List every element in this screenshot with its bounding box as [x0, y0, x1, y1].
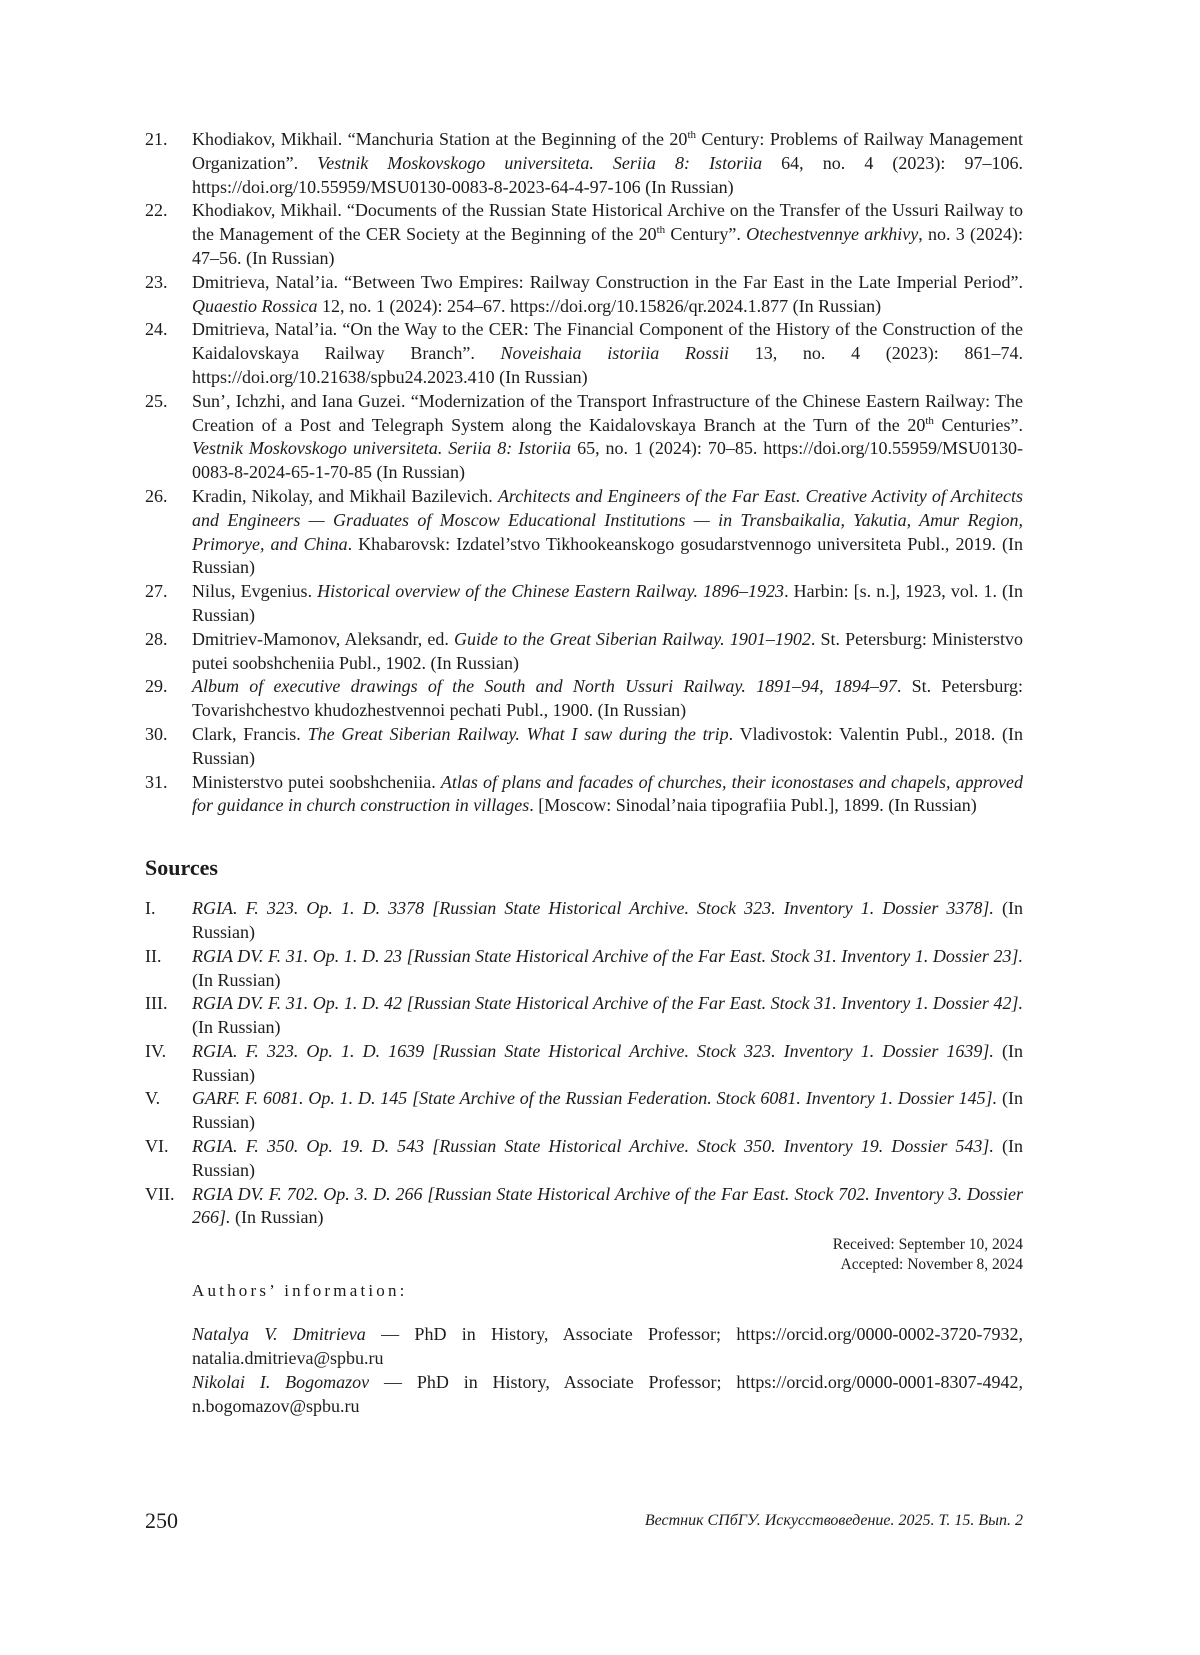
text-run: . Harbin: [s. n.], 1923, vol. 1. (In Russian) [192, 581, 1024, 625]
text-run: (In Russian) [192, 1017, 281, 1038]
source-item-number: IV. [145, 1040, 167, 1061]
authors-heading: Authors’ information: [192, 1281, 408, 1301]
italic-title: RGIA DV. F. 702. Op. 3. D. 266 [Russian State Historical Archive of the Far East. Stock 702. Inventory 3. Dossier 266]. [192, 1183, 1023, 1228]
italic-title: Vestnik Moskovskogo universiteta. Seriia 8: Istoriia [317, 152, 763, 173]
reference-item [145, 771, 1023, 819]
text-run: 13, no. 4 (2023): 861–74. https://doi.org/10.21638/spbu24.2023.410 (In Russian) [192, 343, 1024, 387]
text-run: Century: Problems of Railway Management Organization”. [192, 129, 1023, 173]
text-run: . Vladivostok: Valentin Publ., 2018. (In Russian) [192, 723, 1024, 768]
reference-item-text [192, 199, 1023, 270]
reference-item-text [192, 128, 1023, 199]
text-run: . St. Petersburg: Ministerstvo putei soobshcheniia Publ., 1902. (In Russian) [192, 628, 1023, 673]
page-content [145, 128, 1023, 1418]
text-run: (In Russian) [192, 1136, 1023, 1180]
italic-title: RGIA DV. F. 31. Op. 1. D. 42 [Russian State Historical Archive of the Far East. Stock 31. Inventory 1. Dossier 42]. [192, 993, 1023, 1014]
page-footer [145, 1508, 1023, 1538]
text-run: (In Russian) [192, 1040, 1023, 1085]
author-details: — PhD in History, Associate Professor; https://orcid.org/0000-0001-8307-4942, n.bogomazov@spbu.ru [192, 1371, 1024, 1416]
sources-heading: Sources [145, 855, 218, 881]
italic-title: Otechestvennye arkhivy [746, 224, 919, 245]
source-item-text [192, 1087, 1023, 1135]
italic-title: Guide to the Great Siberian Railway. 1901–1902 [454, 628, 811, 649]
source-item [145, 1183, 1023, 1231]
reference-item-text [192, 675, 1023, 723]
italic-title: Architects and Engineers of the Far East. Creative Activity of Architects and Engineers — Graduates of Moscow Educational Institutions — in Transbaikalia, Yakutia, Amur Region, Primorye, and China [192, 485, 1023, 554]
source-item-number: II. [145, 945, 162, 966]
source-item [145, 1040, 1023, 1088]
superscript: th [656, 224, 666, 237]
reference-item-number: 24. [145, 319, 168, 340]
italic-title: Quaestio Rossica [192, 295, 318, 316]
text-run: Century”. [665, 224, 747, 245]
text-run: Khodiakov, Mikhail. “Manchuria Station at the Beginning of the 20 [192, 129, 688, 149]
italic-title: RGIA DV. F. 31. Op. 1. D. 23 [Russian State Historical Archive of the Far East. Stock 31. Inventory 1. Dossier 23]. [192, 945, 1023, 966]
reference-item-number: 30. [145, 723, 168, 744]
reference-item [145, 580, 1023, 628]
source-item [145, 1135, 1023, 1183]
reference-item [145, 128, 1023, 199]
source-item [145, 992, 1023, 1040]
reference-item [145, 199, 1023, 270]
source-item-text [192, 1135, 1023, 1183]
italic-title: Noveishaia istoriia Rossii [500, 343, 729, 364]
source-item-number: VII. [145, 1183, 175, 1204]
italic-title: Vestnik Moskovskogo universiteta. Seriia 8: Istoriia [192, 438, 572, 459]
italic-title: RGIA. F. 350. Op. 19. D. 543 [Russian State Historical Archive. Stock 350. Inventory 19. Dossier 543]. [192, 1136, 994, 1157]
text-run: (In Russian) [192, 898, 1023, 942]
source-item [145, 945, 1023, 993]
reference-item-number: 29. [145, 676, 168, 697]
italic-title: Atlas of plans and facades of churches, their iconostases and chapels, approved for guidance in church construction in villages [192, 771, 1023, 816]
page-number: 250 [145, 1508, 178, 1533]
text-run: Clark, Francis. [192, 723, 308, 744]
author-entry [192, 1323, 1023, 1371]
text-run: Dmitriev-Mamonov, Aleksandr, ed. [192, 628, 455, 649]
source-item-number: III. [145, 993, 168, 1014]
reference-item [145, 318, 1023, 389]
superscript: th [925, 414, 934, 427]
reference-item [145, 390, 1023, 485]
reference-item-text [192, 271, 1023, 319]
reference-item-number: 22. [145, 200, 168, 221]
reference-list [145, 128, 1023, 818]
italic-title: RGIA. F. 323. Op. 1. D. 3378 [Russian State Historical Archive. Stock 323. Inventory 1. Dossier 3378]. [192, 898, 994, 919]
italic-title: GARF. F. 6081. Op. 1. D. 145 [State Archive of the Russian Federation. Stock 6081. Inventory 1. Dossier 145]. [192, 1088, 998, 1109]
reference-item-text [192, 628, 1023, 676]
author-name: Nikolai I. Bogomazov [192, 1371, 370, 1392]
source-item-text [192, 1040, 1023, 1088]
reference-item-text [192, 485, 1023, 580]
text-run: 12, no. 1 (2024): 254–67. https://doi.org/10.15826/qr.2024.1.877 (In Russian) [317, 295, 882, 316]
author-name: Natalya V. Dmitrieva [192, 1324, 366, 1345]
reference-item-text [192, 723, 1023, 771]
text-run: Khodiakov, Mikhail. “Documents of the Russian State Historical Archive on the Transfer of the Ussuri Railway to the Management of the CER Society at the Beginning of the 20 [192, 200, 1023, 245]
text-run: Dmitrieva, Natal’ia. “On the Way to the CER: The Financial Component of the History of the Construction of the Kaidalovskaya Railway Branch”. [192, 319, 1023, 364]
author-entry [192, 1371, 1023, 1419]
source-item-number: V. [145, 1088, 161, 1109]
reference-item [145, 485, 1023, 580]
text-run: . St. Petersburg: Tovarishchestvo khudozhestvennoi pechati Publ., 1900. (In Russian) [192, 676, 1024, 721]
reference-item-number: 28. [145, 628, 168, 649]
text-run: Dmitrieva, Natal’ia. “Between Two Empires: Railway Construction in the Far East in the Late Imperial Period”. [192, 271, 1023, 292]
source-item [145, 897, 1023, 945]
source-item-text [192, 992, 1023, 1040]
text-run: 64, no. 4 (2023): 97–106. https://doi.org/10.55959/MSU0130-0083-8-2023-64-4-97-106 (In Russian) [192, 152, 1023, 197]
italic-title: Album of executive drawings of the South and North Ussuri Railway. 1891–94, 1894–97 [192, 676, 897, 697]
source-item-text [192, 945, 1023, 993]
text-run: 65, no. 1 (2024): 70–85. https://doi.org/10.55959/MSU0130-0083-8-2024-65-1-70-85 (In Russian) [192, 438, 1023, 483]
source-item-number: I. [145, 898, 156, 919]
text-run: Ministerstvo putei soobshcheniia. [192, 771, 441, 792]
reference-item-number: 23. [145, 271, 168, 292]
italic-title: The Great Siberian Railway. What I saw during the trip [307, 723, 729, 744]
sources-list [145, 897, 1023, 1230]
reference-item-number: 21. [145, 129, 168, 149]
article-dates [145, 1235, 1023, 1275]
text-run: Sun’, Ichzhi, and Iana Guzei. “Modernization of the Transport Infrastructure of the Chinese Eastern Railway: The Creation of a Post and Telegraph System along the Kaidalovskaya Branch at the Turn of the 20 [192, 390, 1023, 435]
text-run: (In Russian) [230, 1207, 324, 1228]
source-item-text [192, 1183, 1023, 1231]
authors-info [145, 1323, 1023, 1418]
source-item-text [192, 897, 1023, 945]
text-run: . [Moscow: Sinodal’naia tipografiia Publ.], 1899. (In Russian) [529, 795, 977, 816]
reference-item-number: 31. [145, 771, 168, 792]
reference-item-number: 26. [145, 485, 168, 506]
text-run: (In Russian) [192, 1088, 1023, 1133]
text-run: Nilus, Evgenius. [192, 581, 318, 602]
journal-citation: Вестник СПбГУ. Искусствоведение. 2025. Т. 15. Вып. 2 [644, 1512, 1023, 1529]
reference-item-text [192, 318, 1023, 389]
reference-item [145, 675, 1023, 723]
text-run: Centuries”. [933, 414, 1023, 435]
text-run: . Khabarovsk: Izdatel’stvo Tikhookeanskogo gosudarstvennogo universiteta Publ., 2019. (In Russian) [192, 533, 1023, 578]
reference-item-number: 25. [145, 390, 168, 411]
received-date: Received: September 10, 2024 [832, 1236, 1023, 1254]
reference-item [145, 723, 1023, 771]
source-item [145, 1087, 1023, 1135]
reference-item [145, 271, 1023, 319]
reference-item-text [192, 580, 1023, 628]
superscript: th [687, 129, 696, 141]
author-details: — PhD in History, Associate Professor; https://orcid.org/0000-0002-3720-7932, natalia.dmitrieva@spbu.ru [192, 1324, 1023, 1369]
text-run: (In Russian) [192, 969, 281, 990]
text-run: , no. 3 (2024): 47–56. (In Russian) [192, 224, 1023, 268]
italic-title: RGIA. F. 323. Op. 1. D. 1639 [Russian State Historical Archive. Stock 323. Inventory 1. Dossier 1639]. [192, 1040, 994, 1061]
italic-title: Historical overview of the Chinese Eastern Railway. 1896–1923 [317, 581, 785, 602]
reference-item-text [192, 390, 1023, 485]
reference-item [145, 628, 1023, 676]
source-item-number: VI. [145, 1136, 169, 1157]
accepted-date: Accepted: November 8, 2024 [840, 1256, 1023, 1274]
text-run: Kradin, Nikolay, and Mikhail Bazilevich. [192, 485, 498, 506]
reference-item-number: 27. [145, 581, 168, 602]
reference-item-text [192, 771, 1023, 819]
